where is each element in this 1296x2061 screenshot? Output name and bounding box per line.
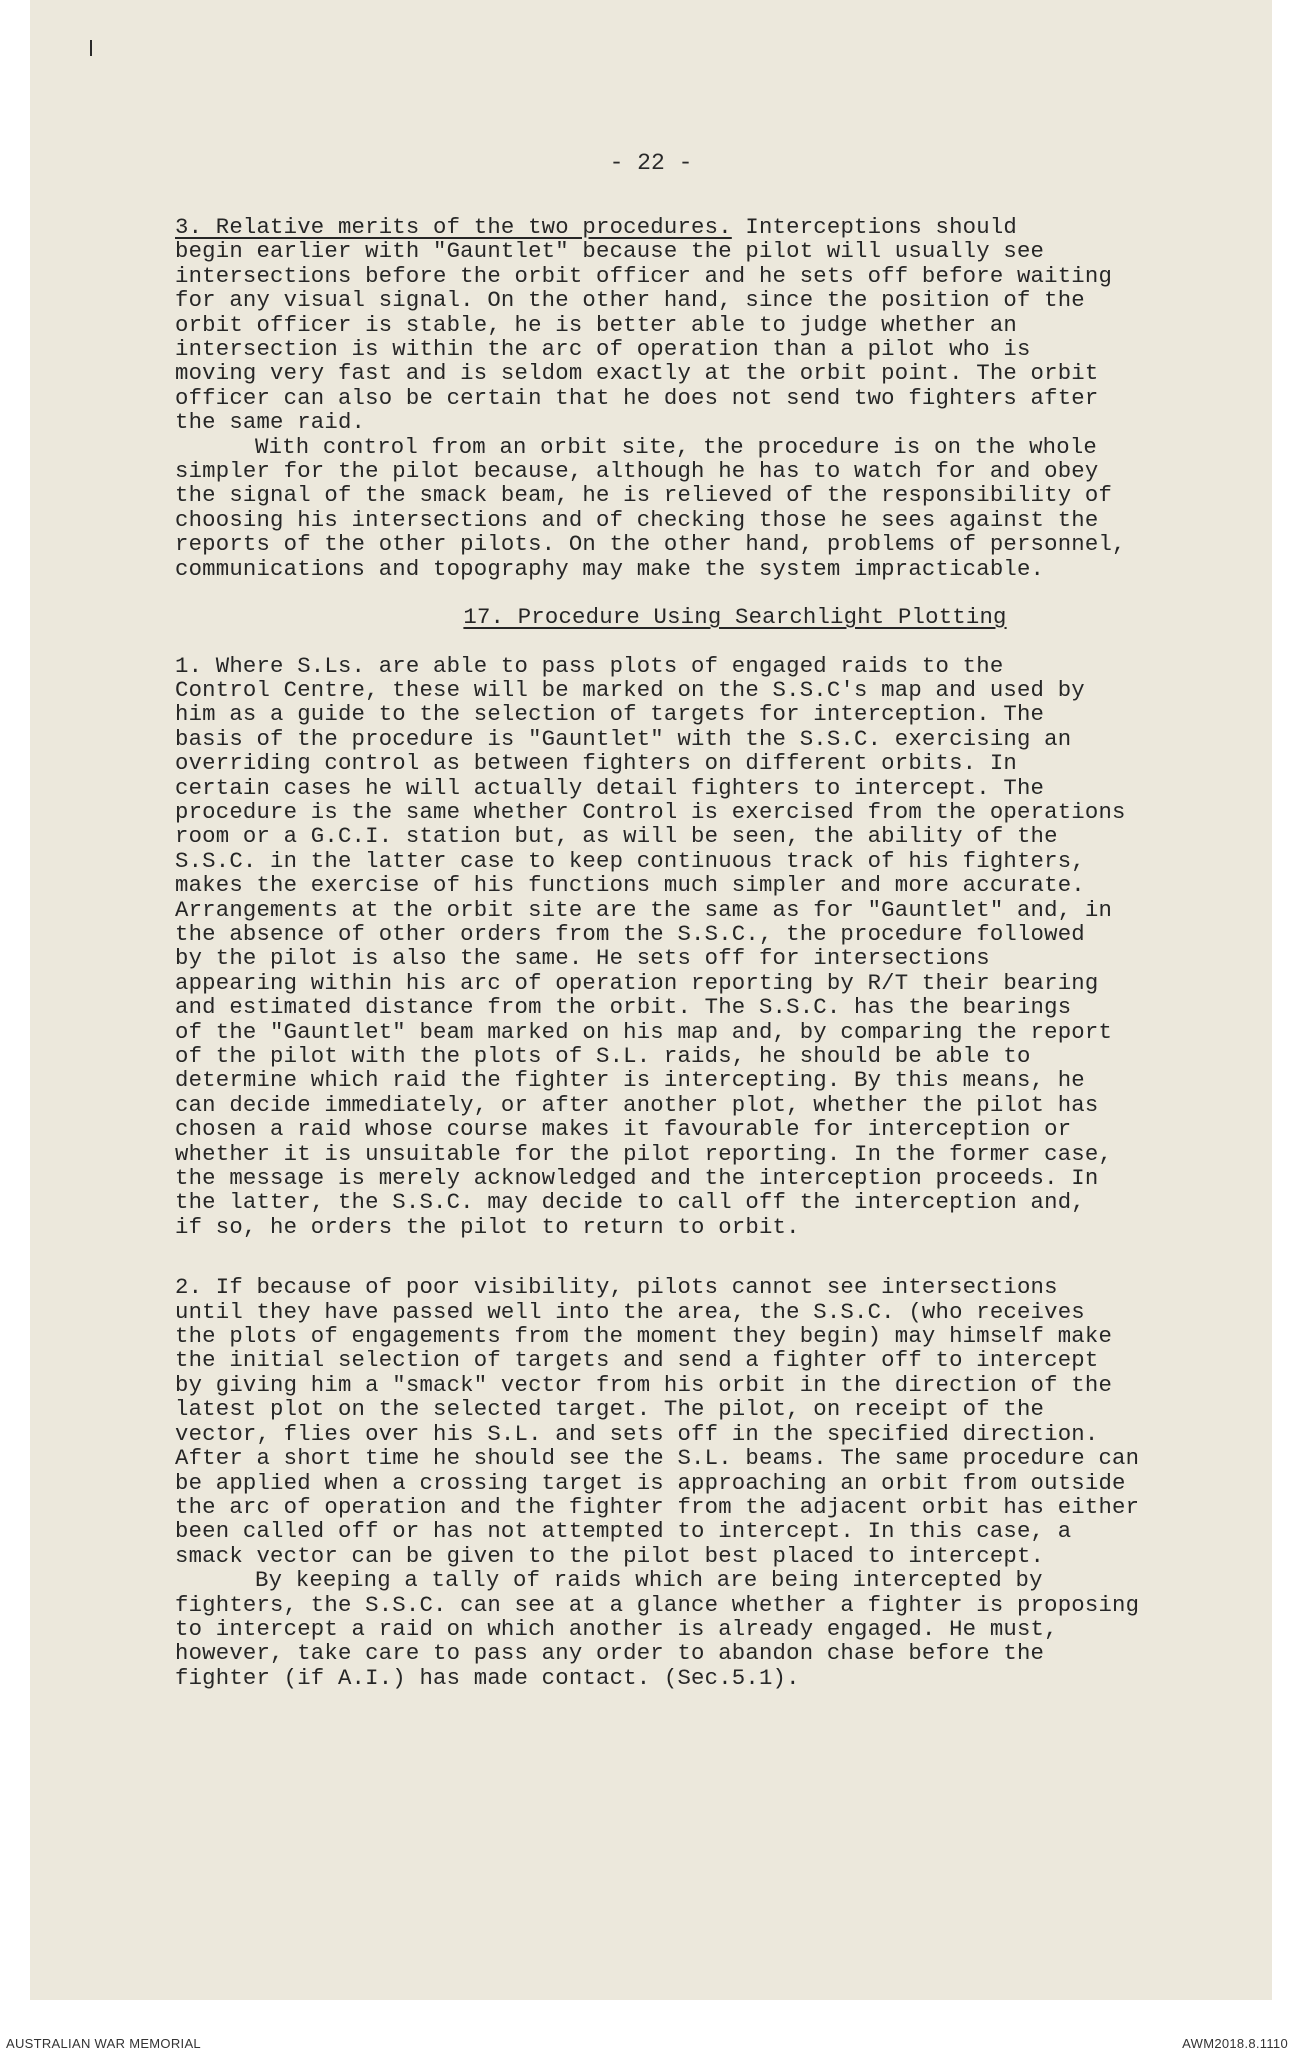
paragraph-2-line: the initial selection of targets and send a fighter off to intercept bbox=[175, 1347, 1099, 1374]
section-3-para-2-line: the signal of the smack beam, he is relieved of the responsibility of bbox=[175, 482, 1113, 509]
paragraph-1-line: of the pilot with the plots of S.L. raids, he should be able to bbox=[175, 1043, 1031, 1069]
section-3-line: orbit officer is stable, he is better able to judge whether an bbox=[175, 311, 1017, 338]
paragraph-1-line: can decide immediately, or after another plot, whether the pilot has bbox=[175, 1091, 1099, 1118]
section-3-line: Interceptions should bbox=[731, 214, 1017, 240]
paragraph-1-line: him as a guide to the selection of targets for interception. The bbox=[175, 701, 1045, 728]
document-page bbox=[30, 0, 1272, 2000]
paragraph-1-line: by the pilot is also the same. He sets off for intersections bbox=[175, 945, 990, 972]
paragraph-1-line: Arrangements at the orbit site are the same as for "Gauntlet" and, in bbox=[175, 896, 1113, 923]
section-3-line: officer can also be certain that he does not send two fighters after bbox=[175, 384, 1099, 411]
paragraph-1-line: the latter, the S.S.C. may decide to call off the interception and, bbox=[175, 1189, 1085, 1216]
archive-reference: AWM2018.8.1110 bbox=[1182, 2036, 1288, 2051]
section-3-para-2-line: choosing his intersections and of checking those he sees against the bbox=[175, 506, 1099, 533]
section-heading: 17. Procedure Using Searchlight Plotting bbox=[463, 604, 1007, 631]
paragraph-1-line: S.S.C. in the latter case to keep continuous track of his fighters, bbox=[175, 847, 1085, 874]
section-3-para-2-line: reports of the other pilots. On the other hand, problems of personnel, bbox=[175, 531, 1126, 558]
paragraph-2-line: by giving him a "smack" vector from his orbit in the direction of the bbox=[175, 1371, 1113, 1398]
page-number: - 22 - bbox=[609, 150, 693, 176]
paragraph-1-line: of the "Gauntlet" beam marked on his map and, by comparing the report bbox=[175, 1018, 1113, 1045]
section-3-line: the same raid. bbox=[175, 409, 366, 436]
paragraph-2-line: the arc of operation and the fighter from the adjacent orbit has either bbox=[175, 1493, 1140, 1520]
section-heading-wrap bbox=[215, 605, 1255, 629]
paragraph-2-line: vector, flies over his S.L. and sets off in the specified direction. bbox=[175, 1420, 1099, 1447]
section-3-line: for any visual signal. On the other hand, since the position of the bbox=[175, 287, 1085, 314]
archive-credit: AUSTRALIAN WAR MEMORIAL bbox=[6, 2036, 201, 2051]
paragraph-3-line: to intercept a raid on which another is already engaged. He must, bbox=[175, 1615, 1058, 1642]
paragraph-1-line: makes the exercise of his functions much simpler and more accurate. bbox=[175, 872, 1085, 899]
paragraph-1-line: overriding control as between fighters on different orbits. In bbox=[175, 750, 1017, 777]
document-body bbox=[175, 215, 1255, 1690]
paragraph-3-line: fighters, the S.S.C. can see at a glance whether a fighter is proposing bbox=[175, 1591, 1140, 1618]
paragraph-1-line: certain cases he will actually detail fighters to intercept. The bbox=[175, 774, 1045, 801]
section-3-para-2-line: simpler for the pilot because, although he has to watch for and obey bbox=[175, 458, 1099, 485]
paragraph-2-line: been called off or has not attempted to intercept. In this case, a bbox=[175, 1518, 1072, 1545]
paragraph-1-line: determine which raid the fighter is intercepting. By this means, he bbox=[175, 1067, 1085, 1094]
paragraph-1-line: Control Centre, these will be marked on the S.S.C's map and used by bbox=[175, 676, 1085, 703]
margin-mark bbox=[90, 40, 92, 56]
section-3-line: intersections before the orbit officer and he sets off before waiting bbox=[175, 262, 1113, 289]
paragraph-1-line: if so, he orders the pilot to return to orbit. bbox=[175, 1213, 800, 1240]
paragraph-1-line: whether it is unsuitable for the pilot reporting. In the former case, bbox=[175, 1140, 1113, 1167]
paragraph-2-line: smack vector can be given to the pilot best placed to intercept. bbox=[175, 1542, 1045, 1569]
paragraph-2-line: the plots of engagements from the moment they begin) may himself make bbox=[175, 1323, 1113, 1350]
paragraph-1-line: basis of the procedure is "Gauntlet" with the S.S.C. exercising an bbox=[175, 725, 1072, 752]
paragraph-2-line: 2. If because of poor visibility, pilots cannot see intersections bbox=[175, 1274, 1058, 1301]
paragraph-2-line: be applied when a crossing target is approaching an orbit from outside bbox=[175, 1469, 1126, 1496]
paragraph-3-line: however, take care to pass any order to abandon chase before the bbox=[175, 1640, 1045, 1667]
section-3-first-line bbox=[175, 215, 1255, 239]
paragraph-1-line: the absence of other orders from the S.S.C., the procedure followed bbox=[175, 920, 1085, 947]
paragraph-1-line: appearing within his arc of operation reporting by R/T their bearing bbox=[175, 969, 1099, 996]
paragraph-1-line: 1. Where S.Ls. are able to pass plots of engaged raids to the bbox=[175, 652, 1004, 679]
paragraph-3-line: By keeping a tally of raids which are being intercepted by bbox=[255, 1567, 1043, 1594]
paragraph-2-line: latest plot on the selected target. The pilot, on receipt of the bbox=[175, 1396, 1045, 1423]
paragraph-1-line: chosen a raid whose course makes it favourable for interception or bbox=[175, 1116, 1072, 1143]
paragraph-2-line: until they have passed well into the area, the S.S.C. (who receives bbox=[175, 1298, 1085, 1325]
paragraph-3-line: fighter (if A.I.) has made contact. (Sec.5.1). bbox=[175, 1664, 800, 1691]
paragraph-1-line: room or a G.C.I. station but, as will be seen, the ability of the bbox=[175, 823, 1058, 850]
section-3-para-2-line: communications and topography may make the system impracticable. bbox=[175, 555, 1045, 582]
section-3-line: intersection is within the arc of operation than a pilot who is bbox=[175, 336, 1031, 363]
section-3-line: moving very fast and is seldom exactly at the orbit point. The orbit bbox=[175, 360, 1099, 387]
paragraph-1-line: procedure is the same whether Control is exercised from the operations bbox=[175, 798, 1126, 825]
section-3-line: begin earlier with "Gauntlet" because the pilot will usually see bbox=[175, 238, 1045, 265]
section-3-heading: 3. Relative merits of the two procedures. bbox=[175, 214, 732, 240]
section-3-para-2-line: With control from an orbit site, the procedure is on the whole bbox=[255, 433, 1097, 460]
paragraph-1-line: and estimated distance from the orbit. The S.S.C. has the bearings bbox=[175, 994, 1072, 1021]
paragraph-2-line: After a short time he should see the S.L. beams. The same procedure can bbox=[175, 1445, 1140, 1472]
paragraph-1-line: the message is merely acknowledged and the interception proceeds. In bbox=[175, 1165, 1099, 1192]
